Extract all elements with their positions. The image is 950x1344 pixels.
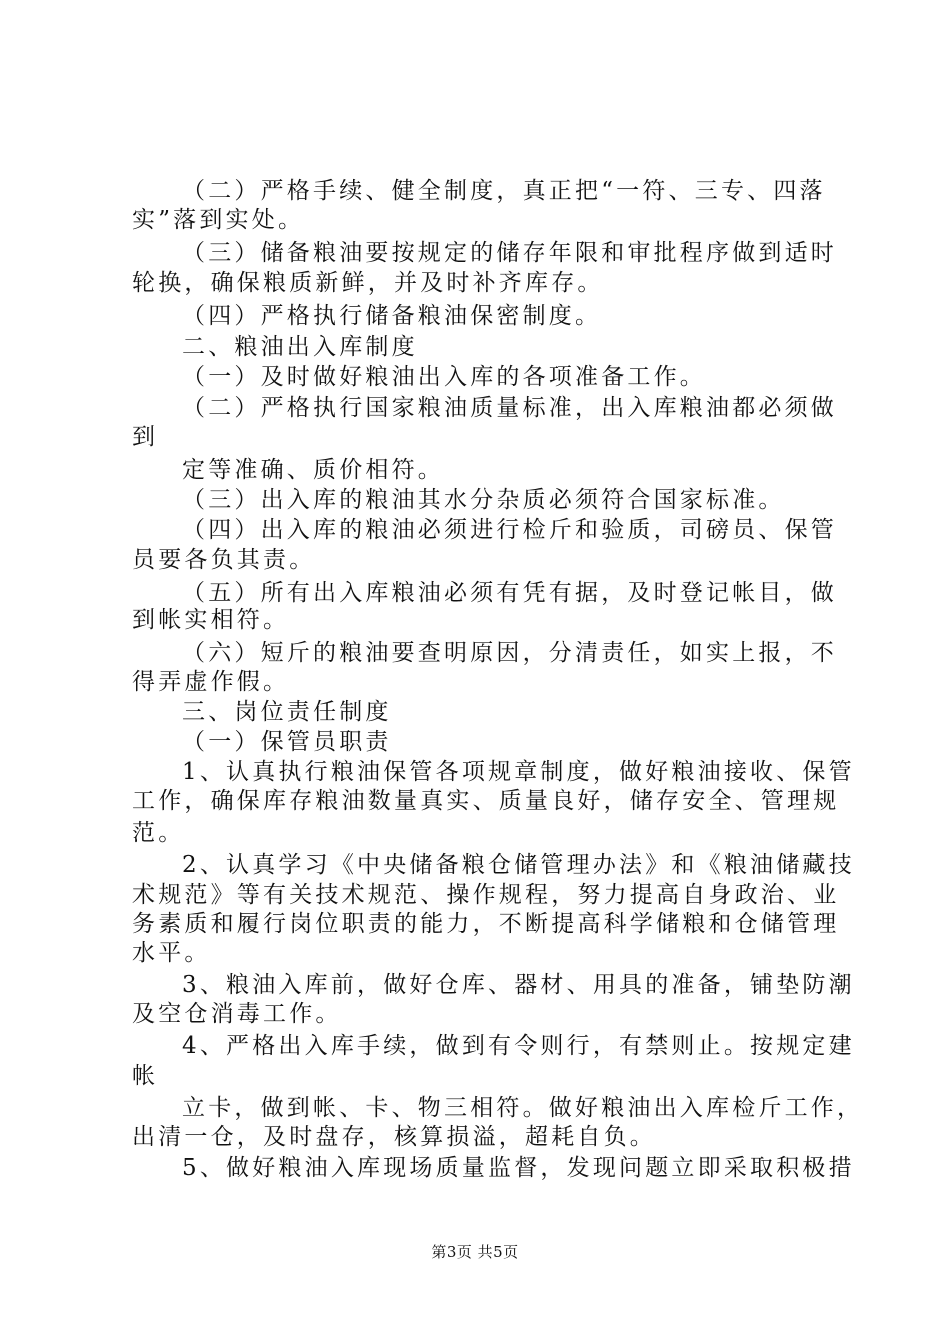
text-line: 5、做好粮油入库现场质量监督，发现问题立即采取积极措 (182, 1155, 855, 1181)
text-line: 到 (132, 424, 159, 450)
text-line: 务素质和履行岗位职责的能力，不断提高科学储粮和仓储管理 (132, 911, 840, 937)
text-line: 4、严格出入库手续，做到有令则行，有禁则止。按规定建 (182, 1033, 855, 1059)
text-line: 工作，确保库存粮油数量真实、质量良好，储存安全、管理规 (132, 788, 840, 814)
section-heading: 三、岗位责任制度 (182, 699, 392, 725)
text-line: 实”落到实处。 (132, 207, 305, 233)
text-line: 3、粮油入库前，做好仓库、器材、用具的准备，铺垫防潮 (182, 972, 855, 998)
text-line: 水平。 (132, 940, 211, 966)
text-line: （二）严格执行国家粮油质量标准，出入库粮油都必须做 (182, 395, 837, 421)
text-line: （五）所有出入库粮油必须有凭有据，及时登记帐目，做 (182, 580, 837, 606)
text-line: 2、认真学习《中央储备粮仓储管理办法》和《粮油储藏技 (182, 852, 855, 878)
text-line: （二）严格手续、健全制度，真正把“一符、三专、四落 (182, 178, 826, 204)
text-line: 出清一仓，及时盘存，核算损溢，超耗自负。 (132, 1124, 656, 1150)
page-footer: 第3页 共5页 (431, 1243, 519, 1261)
text-line: （六）短斤的粮油要查明原因，分清责任，如实上报，不 (182, 640, 837, 666)
text-line: （四）严格执行储备粮油保密制度。 (182, 303, 602, 329)
subsection-heading: （一）保管员职责 (182, 729, 392, 755)
section-heading: 二、粮油出入库制度 (182, 334, 418, 360)
text-line: （三）储备粮油要按规定的储存年限和审批程序做到适时 (182, 240, 837, 266)
text-line: 定等准确、质价相符。 (182, 457, 444, 483)
text-line: 轮换，确保粮质新鲜，并及时补齐库存。 (132, 270, 604, 296)
text-line: 及空仓消毒工作。 (132, 1001, 342, 1027)
text-line: 帐 (132, 1063, 159, 1089)
text-line: 1、认真执行粮油保管各项规章制度，做好粮油接收、保管 (182, 759, 855, 785)
text-line: （一）及时做好粮油出入库的各项准备工作。 (182, 364, 706, 390)
text-line: （四）出入库的粮油必须进行检斤和验质，司磅员、保管 (182, 517, 837, 543)
text-line: 术规范》等有关技术规范、操作规程，努力提高自身政治、业 (132, 882, 840, 908)
text-line: （三）出入库的粮油其水分杂质必须符合国家标准。 (182, 487, 785, 513)
text-line: 员要各负其责。 (132, 547, 316, 573)
text-line: 立卡，做到帐、卡、物三相符。做好粮油出入库检斤工作， (182, 1095, 864, 1121)
text-line: 得弄虚作假。 (132, 669, 290, 695)
text-line: 到帐实相符。 (132, 607, 290, 633)
text-line: 范。 (132, 820, 185, 846)
